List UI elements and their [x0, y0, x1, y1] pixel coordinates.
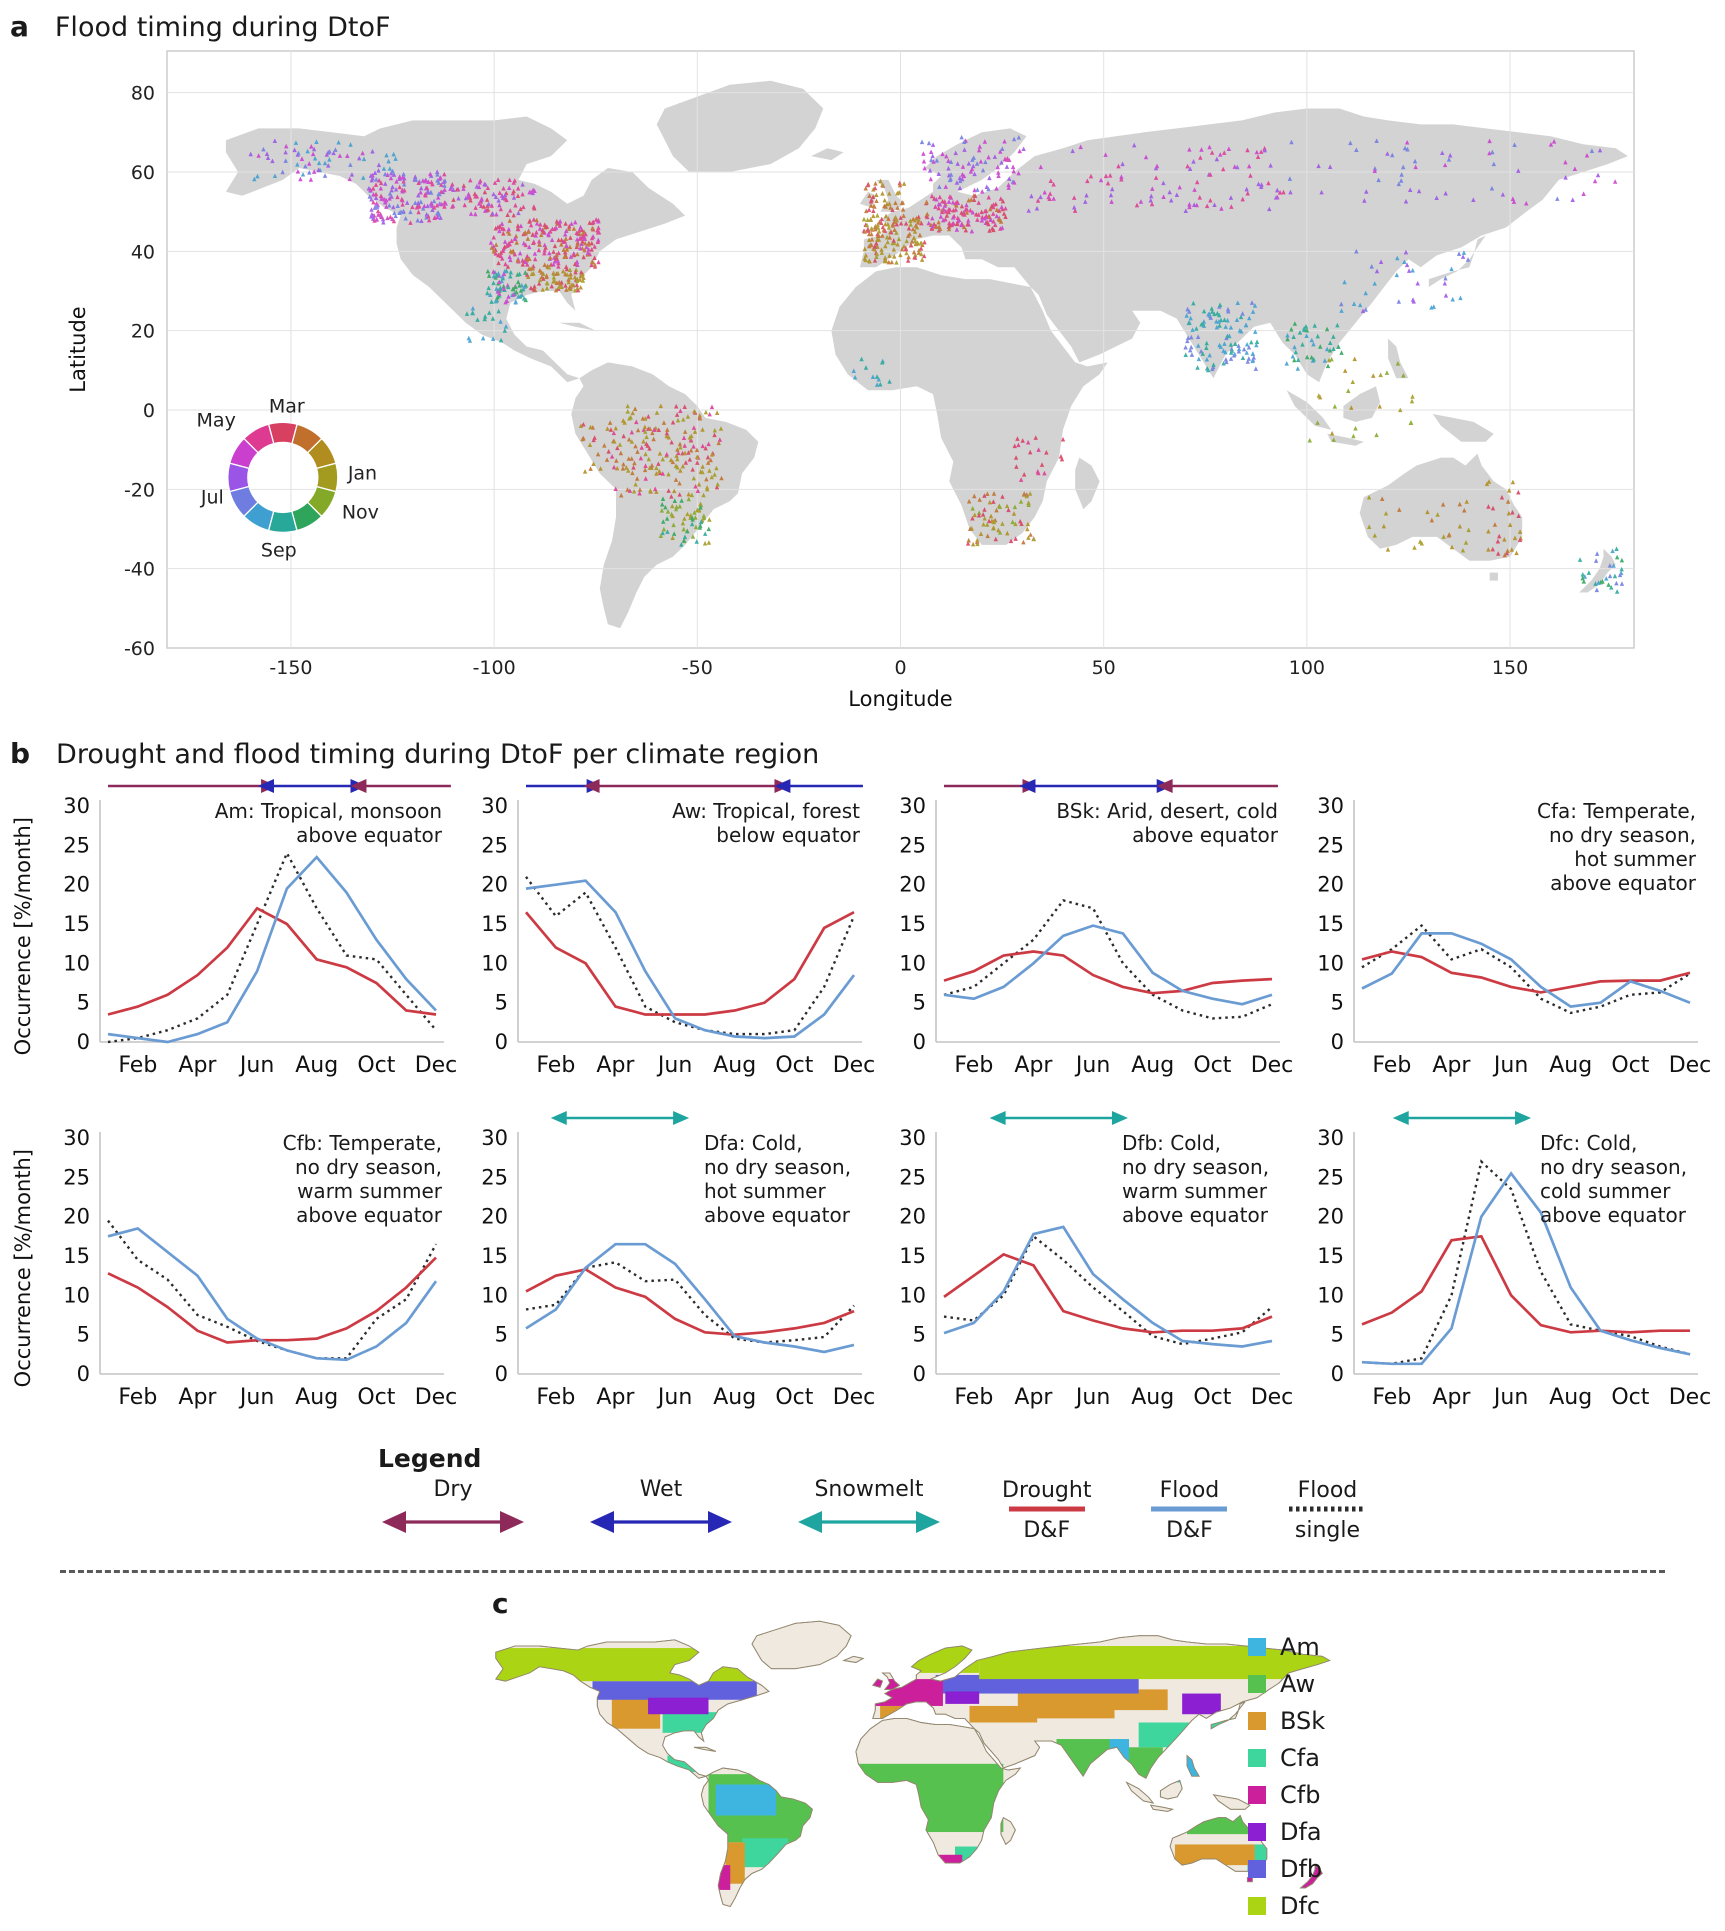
svg-text:above equator: above equator — [1122, 1203, 1268, 1227]
svg-text:-40: -40 — [123, 558, 155, 581]
svg-text:Apr: Apr — [1014, 1053, 1053, 1078]
svg-text:5: 5 — [912, 1322, 926, 1347]
climate-legend-item-am — [1248, 1633, 1325, 1661]
svg-text:above equator: above equator — [296, 1203, 442, 1227]
svg-text:15: 15 — [899, 912, 926, 936]
svg-text:0: 0 — [76, 1030, 90, 1054]
svg-text:above equator: above equator — [1540, 1203, 1686, 1227]
svg-text:Feb: Feb — [118, 1053, 158, 1078]
svg-text:Apr: Apr — [596, 1053, 635, 1078]
svg-text:20: 20 — [1317, 872, 1344, 897]
svg-text:hot summer: hot summer — [704, 1179, 826, 1203]
svg-text:Oct: Oct — [1193, 1053, 1232, 1078]
svg-text:30: 30 — [63, 1126, 90, 1150]
svg-text:Dec: Dec — [832, 1385, 876, 1410]
svg-text:30: 30 — [481, 794, 508, 818]
svg-text:30: 30 — [899, 1126, 926, 1150]
svg-text:80: 80 — [130, 82, 155, 105]
legend-wet-label: Wet — [639, 1477, 683, 1502]
svg-text:50: 50 — [1091, 657, 1116, 679]
legend-flood-bottom: D&F — [1166, 1517, 1213, 1543]
svg-text:15: 15 — [481, 912, 508, 936]
legend-flood-top: Flood — [1159, 1478, 1220, 1503]
svg-text:Am: Tropical, monsoon: Am: Tropical, monsoon — [214, 799, 442, 823]
climate-legend-item-bsk — [1248, 1707, 1325, 1735]
svg-text:BSk: Arid, desert, cold: BSk: Arid, desert, cold — [1056, 799, 1278, 823]
svg-text:Dec: Dec — [1668, 1385, 1712, 1410]
svg-text:15: 15 — [1317, 912, 1344, 936]
svg-text:no dry season,: no dry season, — [1548, 823, 1696, 847]
svg-text:Aug: Aug — [713, 1385, 757, 1410]
svg-text:Jun: Jun — [657, 1053, 693, 1078]
flood-line-icon — [1149, 1502, 1229, 1519]
svg-text:Apr: Apr — [1432, 1385, 1471, 1410]
svg-text:10: 10 — [899, 1283, 926, 1308]
panel-a-label: a — [10, 10, 29, 43]
svg-text:Dec: Dec — [414, 1053, 458, 1078]
svg-text:Apr: Apr — [178, 1053, 217, 1078]
svg-text:5: 5 — [76, 1322, 90, 1347]
svg-text:25: 25 — [63, 833, 90, 858]
climate-charts-row-1 — [6, 770, 1725, 1102]
climate-swatch-aw — [1248, 1675, 1266, 1693]
svg-text:Aug: Aug — [1131, 1385, 1175, 1410]
figure-legend — [378, 1444, 1725, 1544]
svg-text:above equator: above equator — [704, 1203, 850, 1227]
flood-timing-map — [55, 43, 1725, 719]
svg-text:0: 0 — [494, 1362, 508, 1386]
svg-text:30: 30 — [899, 794, 926, 818]
svg-text:Feb: Feb — [954, 1053, 994, 1078]
svg-text:Apr: Apr — [1432, 1053, 1471, 1078]
svg-text:20: 20 — [130, 320, 155, 343]
svg-text:no dry season,: no dry season, — [1122, 1155, 1270, 1179]
svg-text:25: 25 — [481, 833, 508, 858]
svg-text:20: 20 — [63, 872, 90, 897]
legend-flood — [1149, 1479, 1229, 1542]
climate-code-label: Dfa — [1280, 1818, 1322, 1846]
svg-text:10: 10 — [899, 951, 926, 976]
svg-text:above equator: above equator — [1132, 823, 1278, 847]
climate-legend-item-aw — [1248, 1670, 1325, 1698]
climate-code-label: Dfc — [1280, 1892, 1321, 1920]
svg-text:Dec: Dec — [1250, 1385, 1294, 1410]
svg-text:Dec: Dec — [1668, 1053, 1712, 1078]
legend-flood-single — [1287, 1479, 1367, 1542]
svg-text:warm summer: warm summer — [1122, 1179, 1267, 1203]
climate-code-label: BSk — [1280, 1707, 1326, 1735]
wet-arrow-icon — [586, 1504, 736, 1544]
climate-legend-item-dfa — [1248, 1818, 1325, 1846]
drought-line-icon — [1007, 1502, 1087, 1519]
svg-text:0: 0 — [912, 1362, 926, 1386]
panel-b-header — [0, 719, 1725, 770]
panel-c — [0, 1581, 1725, 1931]
svg-text:Apr: Apr — [1014, 1385, 1053, 1410]
svg-text:150: 150 — [1491, 657, 1529, 679]
svg-text:0: 0 — [1330, 1030, 1344, 1054]
climate-swatch-cfb — [1248, 1786, 1266, 1804]
svg-text:no dry season,: no dry season, — [704, 1155, 852, 1179]
svg-text:Aug: Aug — [1131, 1053, 1175, 1078]
svg-text:15: 15 — [481, 1244, 508, 1268]
climate-code-label: Aw — [1280, 1670, 1316, 1698]
svg-text:25: 25 — [899, 1165, 926, 1190]
legend-dry-label: Dry — [433, 1477, 473, 1502]
svg-text:25: 25 — [899, 833, 926, 858]
svg-text:Oct: Oct — [1611, 1385, 1650, 1410]
svg-text:30: 30 — [481, 1126, 508, 1150]
legend-row — [378, 1477, 1725, 1544]
svg-text:-100: -100 — [472, 657, 516, 679]
svg-text:10: 10 — [1317, 1283, 1344, 1308]
svg-text:Jun: Jun — [1075, 1053, 1111, 1078]
legend-snowmelt — [794, 1477, 944, 1544]
svg-text:20: 20 — [481, 872, 508, 897]
climate-code-label: Am — [1280, 1633, 1320, 1661]
climate-chart-dfb — [876, 1102, 1294, 1434]
svg-text:Dec: Dec — [414, 1385, 458, 1410]
svg-text:100: 100 — [1288, 657, 1326, 679]
svg-text:60: 60 — [130, 161, 155, 184]
svg-text:20: 20 — [481, 1204, 508, 1229]
svg-text:Oct: Oct — [357, 1053, 396, 1078]
climate-chart-cfa — [1294, 770, 1712, 1102]
climate-swatch-am — [1248, 1638, 1266, 1656]
snowmelt-arrow-icon — [794, 1504, 944, 1544]
svg-text:10: 10 — [481, 1283, 508, 1308]
svg-text:10: 10 — [1317, 951, 1344, 976]
climate-legend-item-dfb — [1248, 1855, 1325, 1883]
svg-text:25: 25 — [1317, 833, 1344, 858]
svg-text:25: 25 — [1317, 1165, 1344, 1190]
svg-text:Aug: Aug — [713, 1053, 757, 1078]
svg-text:25: 25 — [63, 1165, 90, 1190]
svg-text:5: 5 — [76, 990, 90, 1015]
svg-text:10: 10 — [63, 951, 90, 976]
svg-text:5: 5 — [1330, 990, 1344, 1015]
svg-text:Oct: Oct — [775, 1053, 814, 1078]
climate-region-legend — [1248, 1633, 1325, 1920]
legend-single-top: Flood — [1297, 1478, 1358, 1503]
dotted-line-icon — [1287, 1502, 1367, 1519]
svg-text:above equator: above equator — [1550, 871, 1696, 895]
svg-text:Cfa: Temperate,: Cfa: Temperate, — [1537, 799, 1696, 823]
panel-b-title: Drought and flood timing during DtoF per climate region — [56, 739, 820, 770]
svg-text:-60: -60 — [123, 638, 155, 660]
svg-text:10: 10 — [481, 951, 508, 976]
svg-text:Mar: Mar — [268, 395, 305, 418]
svg-text:30: 30 — [1317, 1126, 1344, 1150]
dashed-divider — [60, 1570, 1665, 1573]
svg-text:-50: -50 — [681, 657, 713, 679]
climate-code-label: Cfa — [1280, 1744, 1320, 1772]
svg-text:Feb: Feb — [536, 1385, 576, 1410]
svg-text:Feb: Feb — [954, 1385, 994, 1410]
svg-text:20: 20 — [899, 872, 926, 897]
svg-text:5: 5 — [1330, 1322, 1344, 1347]
svg-text:Oct: Oct — [775, 1385, 814, 1410]
latitude-axis-label: Latitude — [66, 306, 90, 393]
svg-text:no dry season,: no dry season, — [1540, 1155, 1688, 1179]
svg-text:below equator: below equator — [716, 823, 860, 847]
panel-c-label: c — [492, 1587, 509, 1620]
svg-text:Aug: Aug — [295, 1053, 339, 1078]
flood-timing-map-svg — [55, 43, 1670, 715]
legend-snowmelt-label: Snowmelt — [814, 1477, 924, 1502]
svg-text:0: 0 — [912, 1030, 926, 1054]
legend-drought — [1002, 1479, 1091, 1542]
svg-text:Apr: Apr — [178, 1385, 217, 1410]
svg-text:Jun: Jun — [239, 1385, 275, 1410]
svg-text:Feb: Feb — [118, 1385, 158, 1410]
panel-a-header — [0, 0, 1725, 43]
climate-chart-dfc — [1294, 1102, 1712, 1434]
climate-swatch-dfc — [1248, 1897, 1266, 1915]
svg-text:10: 10 — [63, 1283, 90, 1308]
svg-text:Aug: Aug — [295, 1385, 339, 1410]
legend-drought-bottom: D&F — [1023, 1517, 1071, 1543]
svg-text:Dfb: Cold,: Dfb: Cold, — [1122, 1131, 1222, 1155]
svg-text:5: 5 — [912, 990, 926, 1015]
svg-text:0: 0 — [142, 399, 155, 422]
climate-swatch-dfb — [1248, 1860, 1266, 1878]
svg-text:-20: -20 — [123, 479, 155, 502]
climate-legend-item-cfa — [1248, 1744, 1325, 1772]
legend-dry — [378, 1477, 528, 1544]
svg-text:Jun: Jun — [1493, 1053, 1529, 1078]
svg-text:Oct: Oct — [357, 1385, 396, 1410]
svg-text:15: 15 — [899, 1244, 926, 1268]
occurrence-axis-label: Occurrence [%/month] — [11, 1148, 35, 1388]
legend-drought-top: Drought — [1002, 1478, 1092, 1503]
svg-text:30: 30 — [1317, 794, 1344, 818]
svg-text:no dry season,: no dry season, — [294, 1155, 442, 1179]
climate-chart-cfb — [40, 1102, 458, 1434]
climate-region-map-svg — [462, 1615, 1332, 1923]
svg-text:5: 5 — [494, 1322, 508, 1347]
svg-text:Jun: Jun — [1493, 1385, 1529, 1410]
svg-text:0: 0 — [76, 1362, 90, 1386]
svg-text:Oct: Oct — [1611, 1053, 1650, 1078]
svg-text:Apr: Apr — [596, 1385, 635, 1410]
climate-chart-aw — [458, 770, 876, 1102]
svg-text:0: 0 — [894, 657, 907, 679]
svg-text:Jan: Jan — [347, 462, 378, 485]
climate-legend-item-dfc — [1248, 1892, 1325, 1920]
svg-text:cold summer: cold summer — [1540, 1179, 1671, 1203]
svg-text:Feb: Feb — [1372, 1053, 1412, 1078]
dry-arrow-icon — [378, 1504, 528, 1544]
legend-single-bottom: single — [1294, 1517, 1361, 1543]
svg-text:Dfc: Cold,: Dfc: Cold, — [1540, 1131, 1638, 1155]
svg-text:20: 20 — [1317, 1204, 1344, 1229]
svg-text:Jun: Jun — [239, 1053, 275, 1078]
svg-text:30: 30 — [63, 794, 90, 818]
svg-text:Feb: Feb — [1372, 1385, 1412, 1410]
climate-code-label: Cfb — [1280, 1781, 1321, 1809]
svg-text:Jul: Jul — [200, 486, 224, 509]
longitude-axis-label: Longitude — [848, 687, 953, 711]
svg-text:0: 0 — [1330, 1362, 1344, 1386]
climate-charts-row-2 — [6, 1102, 1725, 1434]
climate-swatch-dfa — [1248, 1823, 1266, 1841]
svg-text:Dec: Dec — [1250, 1053, 1294, 1078]
climate-region-map — [462, 1615, 1332, 1927]
svg-text:Aug: Aug — [1549, 1385, 1593, 1410]
climate-chart-am — [40, 770, 458, 1102]
svg-text:5: 5 — [494, 990, 508, 1015]
svg-text:Jun: Jun — [657, 1385, 693, 1410]
svg-text:Cfb: Temperate,: Cfb: Temperate, — [282, 1131, 442, 1155]
panel-a-title: Flood timing during DtoF — [54, 12, 391, 43]
climate-chart-bsk — [876, 770, 1294, 1102]
climate-code-label: Dfb — [1280, 1855, 1323, 1883]
climate-swatch-bsk — [1248, 1712, 1266, 1730]
svg-text:Oct: Oct — [1193, 1385, 1232, 1410]
svg-text:15: 15 — [63, 1244, 90, 1268]
svg-text:warm summer: warm summer — [297, 1179, 442, 1203]
svg-text:0: 0 — [494, 1030, 508, 1054]
svg-text:hot summer: hot summer — [1574, 847, 1696, 871]
svg-text:Jun: Jun — [1075, 1385, 1111, 1410]
svg-text:15: 15 — [1317, 1244, 1344, 1268]
legend-wet — [586, 1477, 736, 1544]
svg-text:Dfa: Cold,: Dfa: Cold, — [704, 1131, 803, 1155]
svg-text:20: 20 — [63, 1204, 90, 1229]
svg-text:Nov: Nov — [341, 501, 379, 524]
climate-swatch-cfa — [1248, 1749, 1266, 1767]
svg-text:15: 15 — [63, 912, 90, 936]
legend-title: Legend — [378, 1444, 482, 1473]
svg-text:-150: -150 — [269, 657, 313, 679]
svg-text:May: May — [196, 409, 236, 432]
svg-text:40: 40 — [130, 241, 155, 264]
occurrence-axis-label: Occurrence [%/month] — [11, 816, 35, 1056]
svg-text:Aw: Tropical, forest: Aw: Tropical, forest — [672, 799, 860, 823]
svg-text:Sep: Sep — [260, 539, 297, 562]
svg-text:Dec: Dec — [832, 1053, 876, 1078]
svg-text:Aug: Aug — [1549, 1053, 1593, 1078]
climate-legend-item-cfb — [1248, 1781, 1325, 1809]
panel-b-label: b — [10, 737, 31, 770]
svg-text:25: 25 — [481, 1165, 508, 1190]
svg-text:above equator: above equator — [296, 823, 442, 847]
climate-chart-dfa — [458, 1102, 876, 1434]
svg-text:20: 20 — [899, 1204, 926, 1229]
svg-text:Feb: Feb — [536, 1053, 576, 1078]
